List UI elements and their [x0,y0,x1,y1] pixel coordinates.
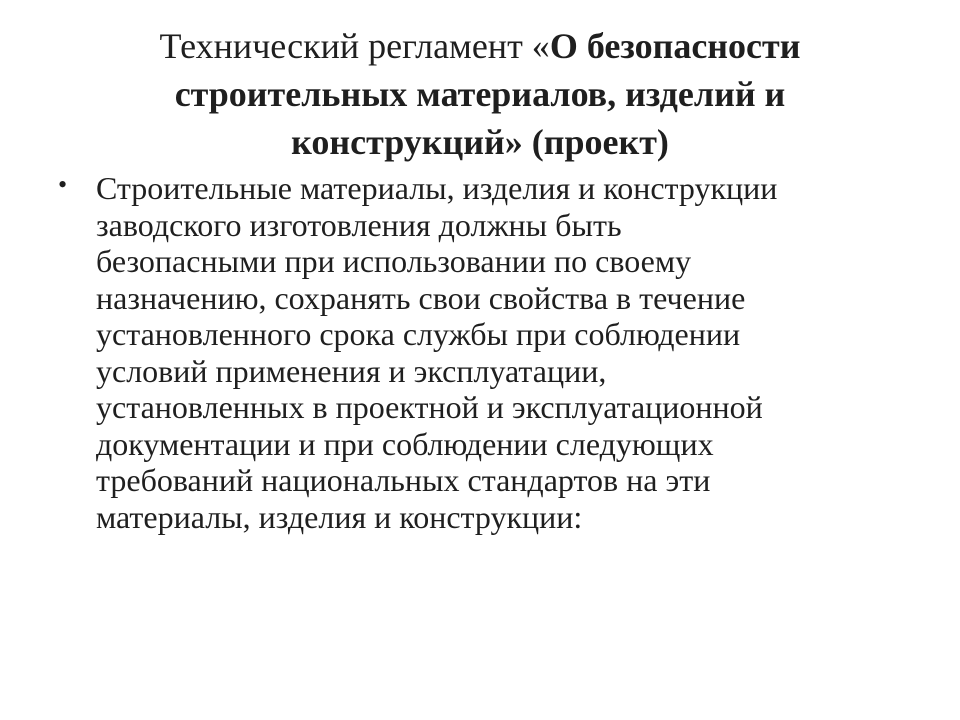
bullet-line: установленного срока службы при соблюдении [96,316,741,352]
title-line-1-normal: Технический регламент « [159,26,550,66]
title-line-3 [120,118,840,166]
bullet-marker: • [58,170,68,199]
title-line-1-bold: О безопасности [549,26,801,66]
bullet-line: материалы, изделия и конструкции: [96,498,583,535]
bullet-line: Строительные материалы, изделия и конструкции [96,170,778,206]
bullet-line: документации и при соблюдении следующих [96,425,714,462]
bullet-line: установленных в проектной и эксплуатационной [96,389,763,425]
title-line-3-bold: конструкций» [291,122,523,162]
bullet-line: безопасными при использовании по своему [96,243,692,279]
title-line-3-normal: (проект) [522,122,669,162]
bullet-line: заводского изготовления должны быть [96,206,622,243]
bullet-text [96,170,906,535]
bullet-line: условий применения и эксплуатации, [96,352,607,389]
bullet-line: требований национальных стандартов на эти [96,462,711,498]
title-line-2: строительных материалов, изделий и [174,74,786,114]
slide-title [120,22,840,166]
bullet-line: назначению, сохранять свои свойства в течение [96,279,746,316]
title-line-1 [120,22,840,70]
